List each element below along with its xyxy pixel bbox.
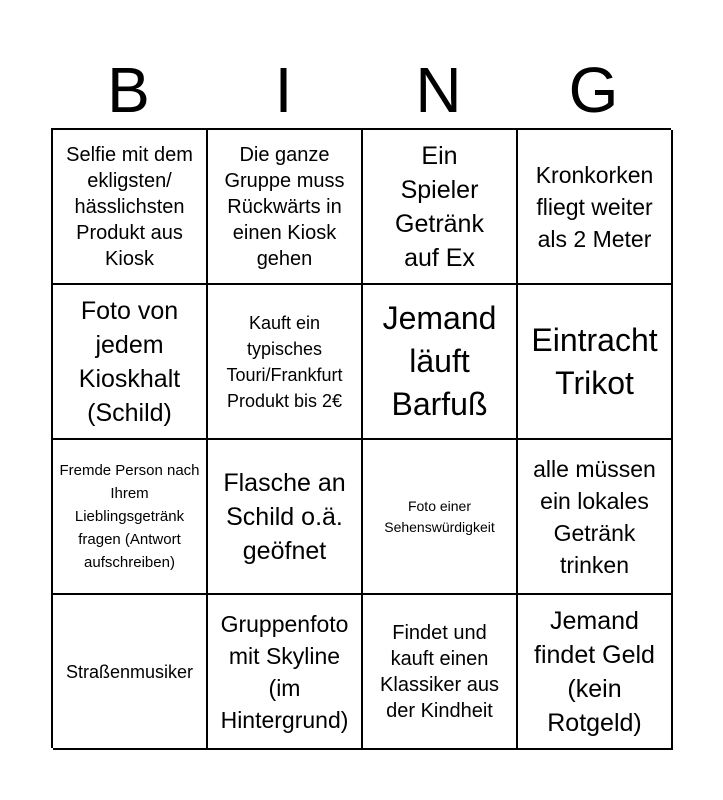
bingo-cell[interactable]	[363, 130, 518, 285]
cell-text: Flasche an Schild o.ä. geöfnet	[223, 468, 346, 565]
bingo-cell[interactable]	[53, 595, 208, 750]
cell-text: Foto von jedem Kioskhalt (Schild)	[78, 296, 181, 427]
cell-text: Jemand läuft Barfuß	[382, 300, 497, 422]
bingo-cell[interactable]	[363, 285, 518, 440]
header-letter-g: G	[568, 54, 619, 126]
bingo-cell[interactable]	[518, 285, 673, 440]
bingo-grid	[51, 128, 671, 748]
bingo-cell[interactable]	[208, 440, 363, 595]
header-letter-b: B	[107, 54, 150, 126]
bingo-cell[interactable]	[53, 130, 208, 285]
bingo-cell[interactable]	[208, 595, 363, 750]
cell-text: Ein Spieler Getränk auf Ex	[395, 141, 484, 272]
bingo-cell[interactable]	[208, 130, 363, 285]
bingo-cell[interactable]	[208, 285, 363, 440]
bingo-cell[interactable]	[518, 595, 673, 750]
bingo-cell[interactable]	[363, 595, 518, 750]
cell-text: Kronkorken fliegt weiter als 2 Meter	[535, 161, 654, 252]
bingo-cell[interactable]	[518, 130, 673, 285]
cell-text: Jemand findet Geld (kein Rotgeld)	[534, 606, 655, 737]
bingo-header	[51, 52, 671, 128]
bingo-cell[interactable]	[518, 440, 673, 595]
cell-text: Straßenmusiker	[65, 661, 194, 682]
cell-text: Kauft ein typisches Touri/Frankfurt Produkt bis 2€	[226, 312, 343, 411]
header-letter-i: I	[274, 54, 293, 126]
cell-text: Die ganze Gruppe muss Rückwärts in einen Kiosk gehen	[224, 143, 345, 270]
bingo-cell[interactable]	[53, 440, 208, 595]
cell-text: Foto einer Sehenswürdigkeit	[384, 497, 495, 535]
cell-text: Eintracht Trikot	[531, 321, 658, 401]
cell-text: Fremde Person nach Ihrem Lieblingsgetränk fragen (Antwort aufschreiben)	[59, 462, 200, 571]
bingo-cell[interactable]	[53, 285, 208, 440]
cell-text: Findet und kauft einen Klassiker aus der Kindheit	[380, 621, 499, 722]
cell-text: Selfie mit dem ekligsten/ hässlichsten Produkt aus Kiosk	[66, 143, 193, 270]
cell-text: alle müssen ein lokales Getränk trinken	[533, 455, 656, 578]
header-letter-n: N	[415, 54, 462, 126]
cell-text: Gruppenfoto mit Skyline (im Hintergrund)	[220, 610, 349, 733]
bingo-cell[interactable]	[363, 440, 518, 595]
